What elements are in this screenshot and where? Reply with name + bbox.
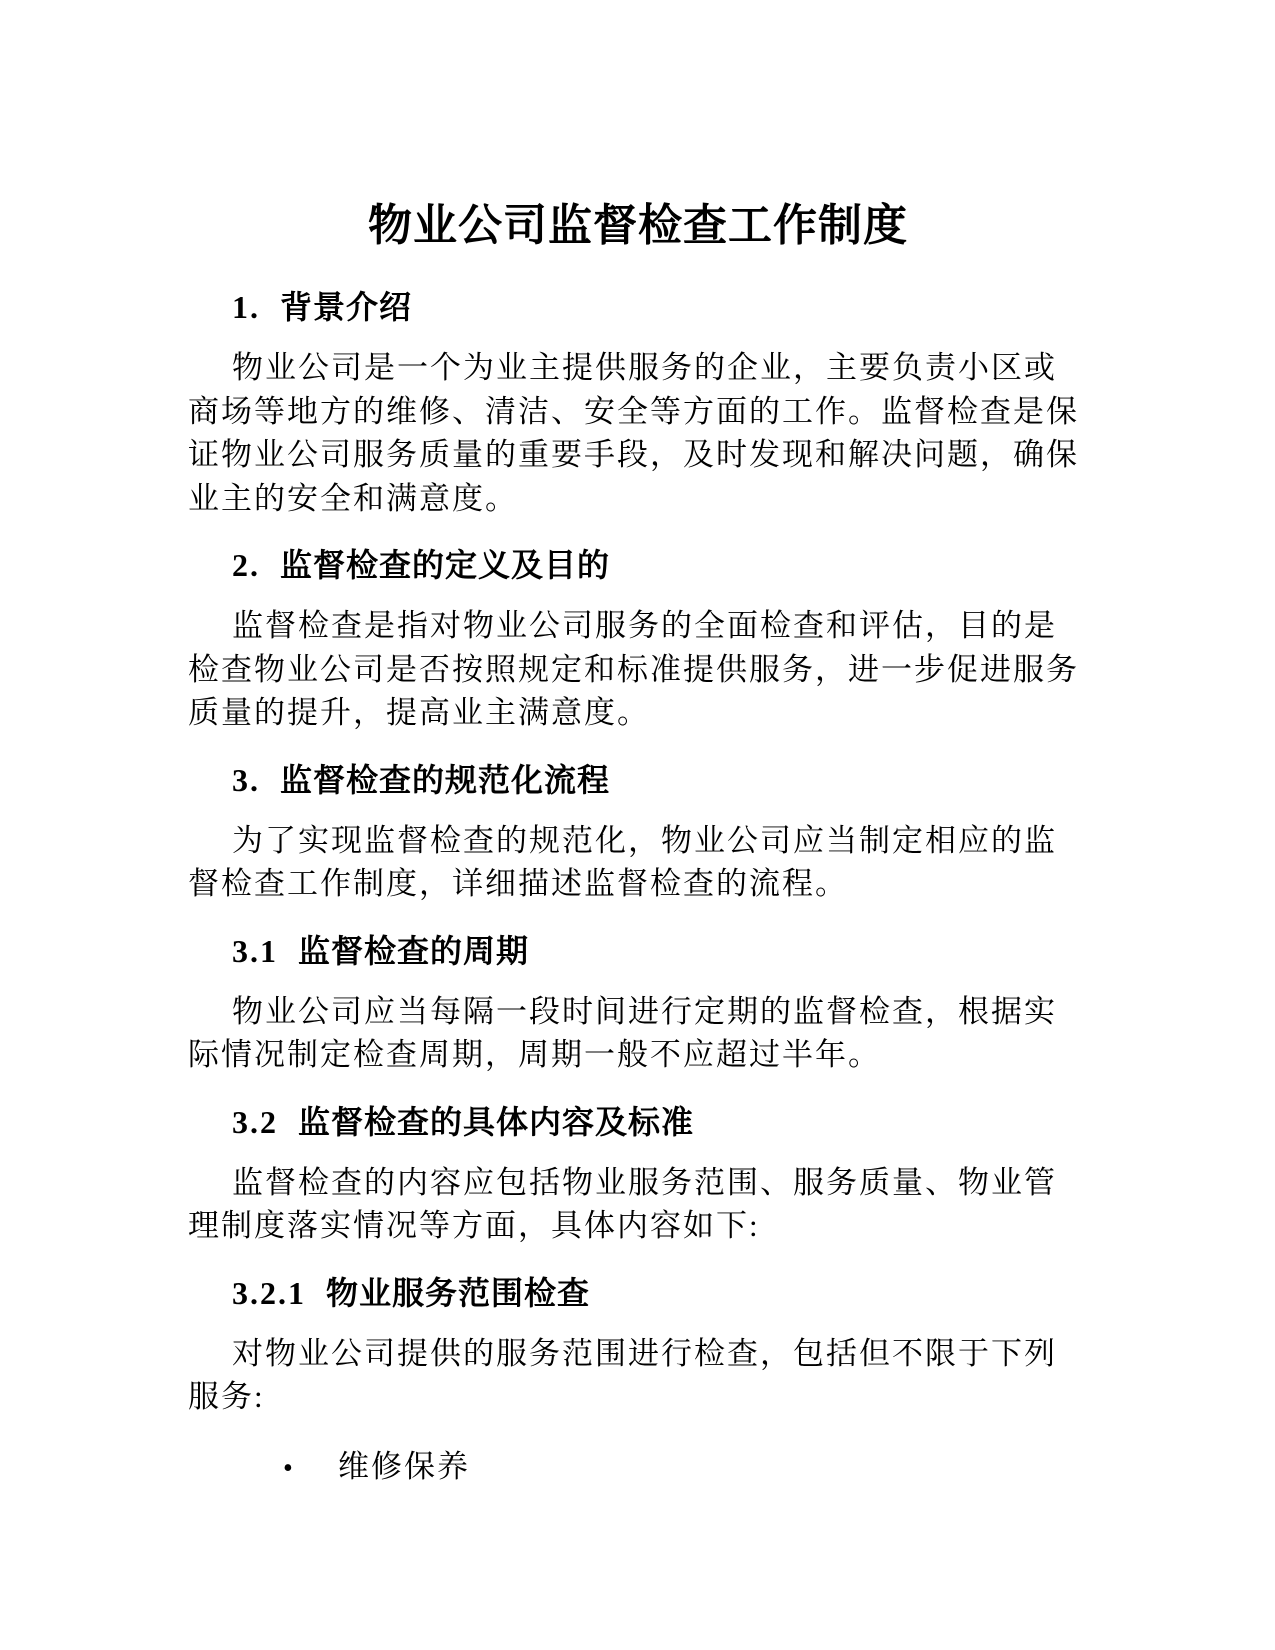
section-heading-2 [188,546,1088,584]
paragraph-line: 物业公司是一个为业主提供服务的企业，主要负责小区或 [232,350,1057,385]
heading-label: 物业服务范围检查 [326,1274,591,1311]
document-title: 物业公司监督检查工作制度 [368,201,908,250]
section-heading-3 [188,761,1088,799]
paragraph-line: 监督检查的内容应包括物业服务范围、服务质量、物业管 [232,1164,1057,1200]
paragraph [188,990,1088,1077]
paragraph-line: 为了实现监督检查的规范化，物业公司应当制定相应的监 [232,822,1057,858]
heading-number: 3.2.1 [232,1274,306,1311]
paragraph [188,346,1088,520]
bullet-icon: • [283,1452,295,1484]
list-item [188,1445,1088,1491]
section-heading-3-2-1 [188,1274,1088,1312]
heading-number: 3.1 [232,932,278,969]
paragraph-line: 理制度落实情况等方面，具体内容如下: [188,1208,760,1243]
heading-label: 监督检查的定义及目的 [280,547,611,583]
paragraph [188,1332,1088,1419]
paragraph [188,1161,1088,1248]
heading-label: 监督检查的周期 [298,932,530,969]
heading-label: 监督检查的具体内容及标准 [298,1103,695,1140]
heading-label: 背景介绍 [280,289,413,325]
paragraph-line: 业主的安全和满意度。 [188,480,518,516]
heading-number: 1. [232,289,260,325]
paragraph-line: 对物业公司提供的服务范围进行检查，包括但不限于下列 [232,1335,1057,1371]
paragraph-line: 际情况制定检查周期，周期一般不应超过半年。 [188,1037,881,1072]
paragraph-line: 检查物业公司是否按照规定和标准提供服务，进一步促进服务 [188,651,1079,687]
paragraph-line: 证物业公司服务质量的重要手段，及时发现和解决问题，确保 [188,437,1079,472]
paragraph-line: 服务: [188,1379,265,1414]
heading-number: 3. [232,761,260,798]
paragraph-line: 督检查工作制度，详细描述监督检查的流程。 [188,866,848,901]
section-heading-3-2 [188,1103,1088,1141]
paragraph-line: 监督检查是指对物业公司服务的全面检查和评估，目的是 [232,608,1057,643]
paragraph-line: 物业公司应当每隔一段时间进行定期的监督检查，根据实 [232,993,1057,1029]
section-heading-1 [188,288,1088,326]
section-heading-3-1 [188,932,1088,970]
heading-label: 监督检查的规范化流程 [280,761,611,798]
paragraph-line: 质量的提升，提高业主满意度。 [188,695,650,730]
paragraph-line: 商场等地方的维修、清洁、安全等方面的工作。监督检查是保 [188,393,1079,429]
paragraph [188,604,1088,735]
paragraph [188,819,1088,906]
list-item-text: 维修保养 [338,1448,470,1484]
heading-number: 2. [232,547,260,583]
heading-number: 3.2 [232,1103,278,1140]
